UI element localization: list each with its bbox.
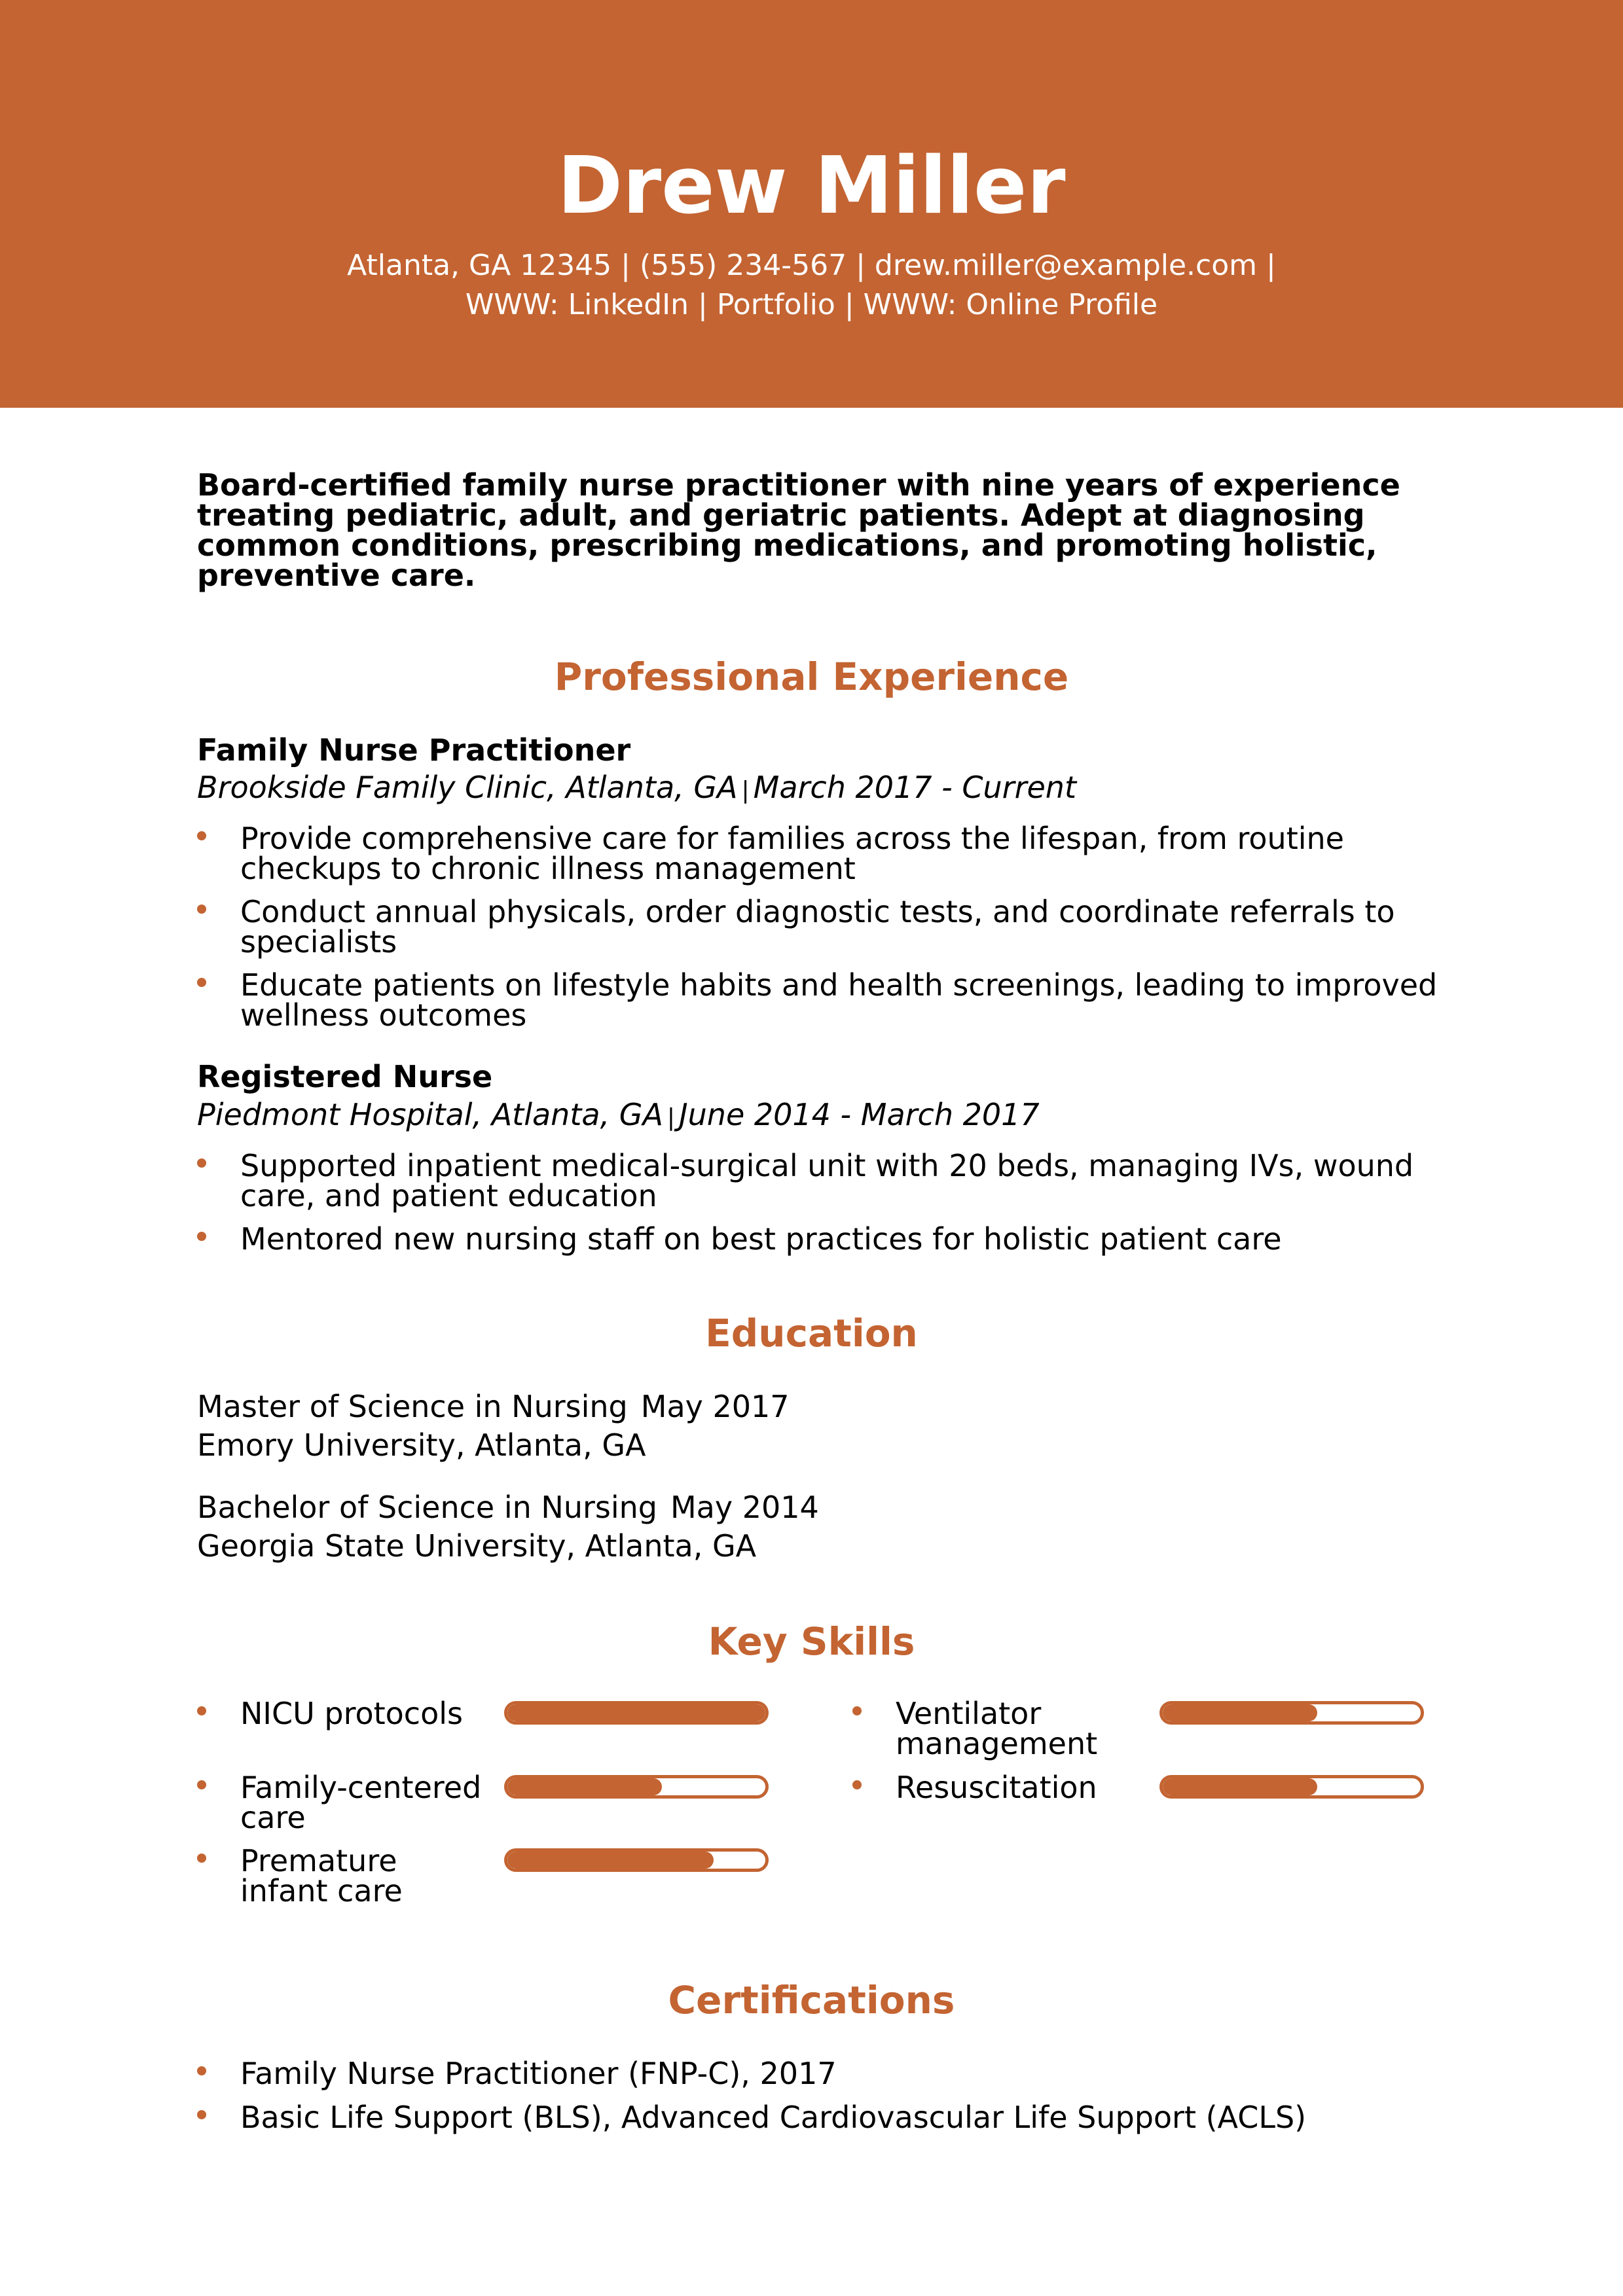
- list-item: Mentored new nursing staff on best practices for holistic patient care: [197, 1224, 1484, 1254]
- list-item: Educate patients on lifestyle habits and health screenings, leading to improved wellness outcomes: [197, 970, 1484, 1030]
- contact-line-2: WWW: LinkedIn | Portfolio | WWW: Online Profile: [465, 288, 1158, 321]
- job-separator: |: [741, 777, 750, 804]
- skill-label: Ventilator management: [852, 1698, 1144, 1759]
- skill-label: Resuscitation: [852, 1772, 1144, 1803]
- skill-level-fill: [1163, 1704, 1317, 1721]
- candidate-name: Drew Miller: [557, 141, 1066, 232]
- education-school: Emory University, Atlanta, GA: [197, 1427, 646, 1463]
- education-degree-line: [197, 1488, 819, 1526]
- contact-info: [0, 246, 1623, 325]
- skill-level-bar: [1159, 1775, 1424, 1799]
- skill-level-fill: [507, 1704, 765, 1721]
- section-title-skills: Key Skills: [708, 1619, 915, 1664]
- list-item: Conduct annual physicals, order diagnostic tests, and coordinate referrals to specialists: [197, 897, 1484, 957]
- job-bullets: [197, 1148, 1484, 1257]
- section-title-certifications: Certifications: [668, 1978, 955, 2022]
- skill-level-bar: [1159, 1701, 1424, 1725]
- skill-level-fill: [507, 1852, 714, 1869]
- list-item: Provide comprehensive care for families across the lifespan, from routine checkups to chronic illness management: [197, 823, 1484, 884]
- job-meta: [197, 1096, 1040, 1136]
- education-date: May 2014: [670, 1490, 819, 1525]
- skill-level-bar: [504, 1775, 769, 1799]
- job-meta: [197, 769, 1076, 809]
- section-title-education: Education: [705, 1311, 918, 1355]
- job-bullets: [197, 821, 1484, 1033]
- education-school: Georgia State University, Atlanta, GA: [197, 1528, 757, 1564]
- contact-line-1: Atlanta, GA 12345 | (555) 234-567 | drew.miller@example.com |: [347, 249, 1276, 282]
- job-dates: March 2017 - Current: [753, 770, 1076, 805]
- skill-label: Family-centered care: [197, 1772, 489, 1833]
- job-dates: June 2014 - March 2017: [679, 1097, 1040, 1132]
- education-date: May 2017: [640, 1389, 790, 1424]
- job-employer: Piedmont Hospital, Atlanta, GA: [197, 1097, 663, 1132]
- skill-level-bar: [504, 1848, 769, 1872]
- education-degree-line: [197, 1388, 790, 1426]
- skill-label: NICU protocols: [197, 1698, 489, 1729]
- skill-level-fill: [1163, 1778, 1317, 1795]
- job-employer: Brookside Family Clinic, Atlanta, GA: [197, 770, 738, 805]
- job-title: Family Nurse Practitioner: [197, 732, 631, 768]
- section-title-experience: Professional Experience: [554, 655, 1069, 699]
- certification-list: [197, 2056, 1484, 2135]
- skill-label: Premature infant care: [197, 1846, 489, 1906]
- skill-level-bar: [504, 1701, 769, 1725]
- professional-summary: Board-certified family nurse practitioner with nine years of experience treating pediatric, adult, and geriatric patients. Adept at diagnosing common conditions, prescribing medications, and promoting holistic, preventive care.: [197, 467, 1400, 593]
- list-item: Supported inpatient medical-surgical unit with 20 beds, managing IVs, wound care, and patient education: [197, 1151, 1484, 1211]
- job-separator: |: [666, 1104, 676, 1131]
- job-title: Registered Nurse: [197, 1059, 493, 1094]
- list-item: Family Nurse Practitioner (FNP-C), 2017: [197, 2058, 1484, 2089]
- header-banner: [0, 0, 1623, 408]
- skill-level-fill: [507, 1778, 662, 1795]
- education-degree: Master of Science in Nursing: [197, 1389, 628, 1424]
- education-degree: Bachelor of Science in Nursing: [197, 1490, 657, 1525]
- list-item: Basic Life Support (BLS), Advanced Cardiovascular Life Support (ACLS): [197, 2102, 1484, 2132]
